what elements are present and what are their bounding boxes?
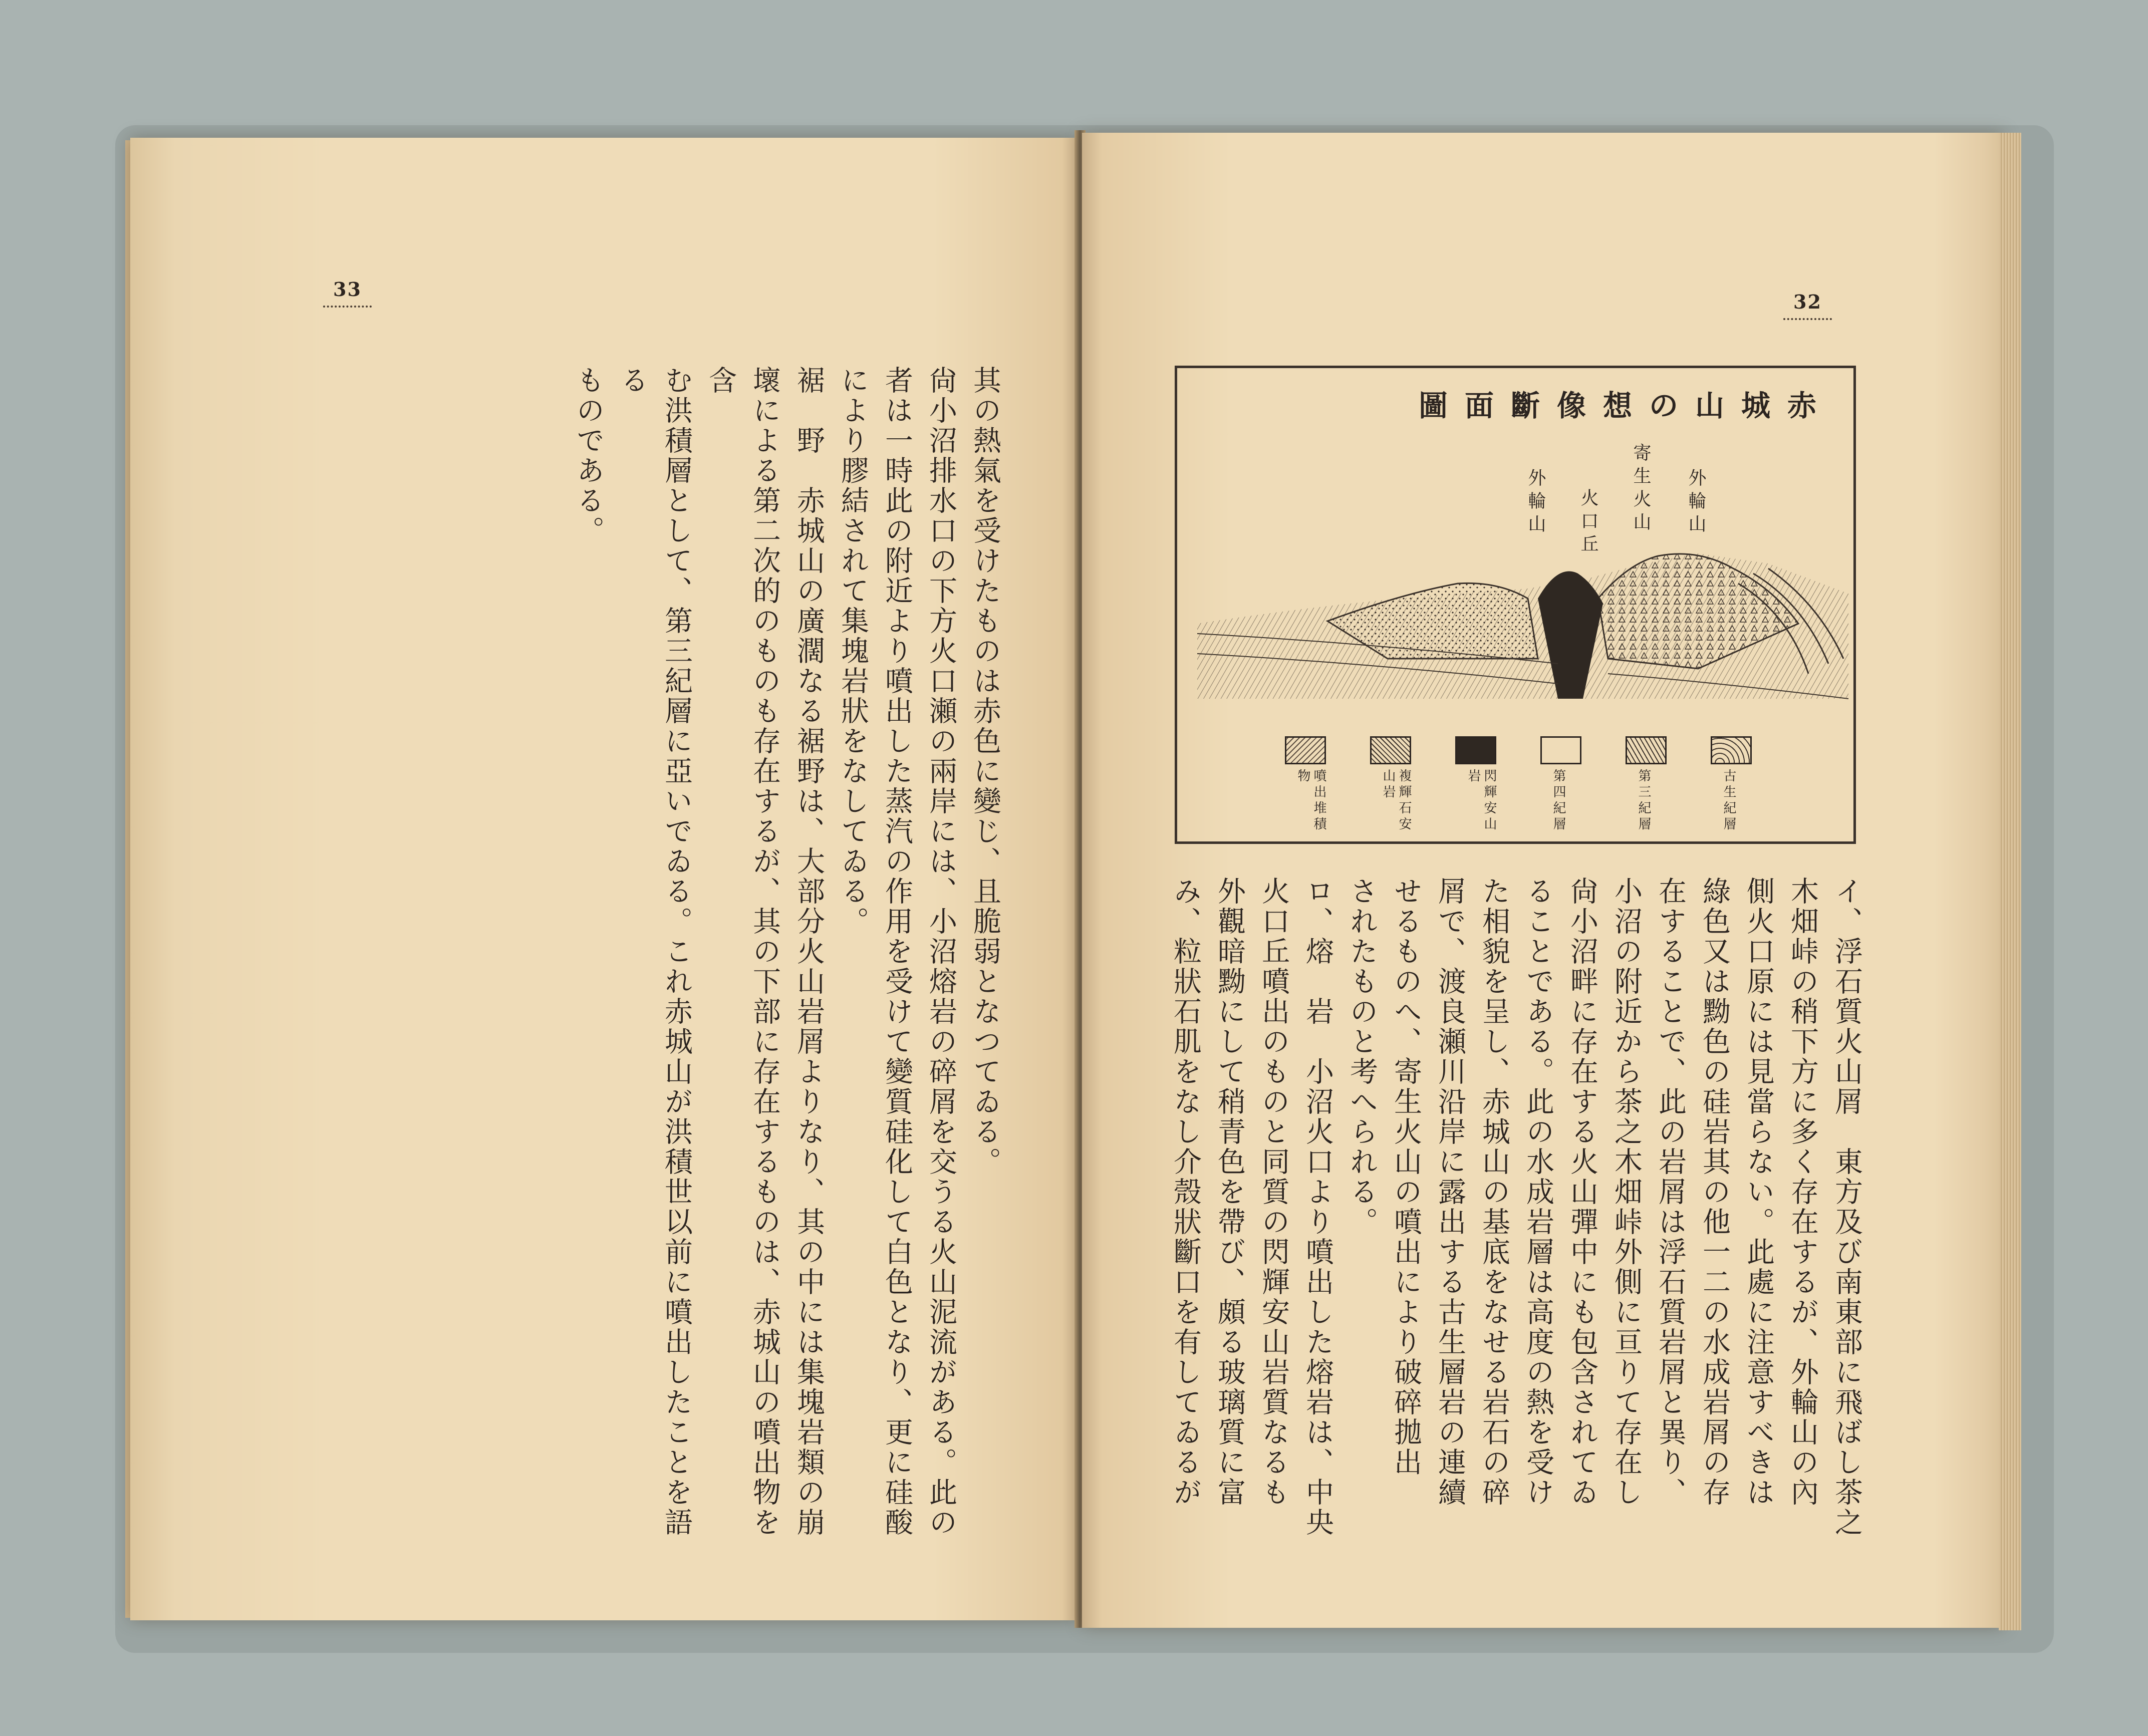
text-column: 木畑峠の稍下方に多く存在するが、外輪山の內 xyxy=(1786,877,1819,1508)
text-column: イ、浮石質火山屑 東方及び南東部に飛ばし茶之 xyxy=(1830,877,1863,1538)
text-column: ロ、熔 岩 小沼火口より噴出した熔岩は、中央 xyxy=(1301,877,1334,1538)
label-parasitic-volcano: 寄生火山 xyxy=(1631,443,1651,535)
text-column: 在することで、此の岩屑は浮石質岩屑と異り、 xyxy=(1654,877,1687,1508)
label-outer-rim-right: 外輪山 xyxy=(1686,468,1706,537)
text-column: 火口丘噴出のものと同質の閃輝安山岩質なるも xyxy=(1257,877,1290,1508)
text-column: 側火口原には見當らない。此處に注意すべきは xyxy=(1742,877,1775,1508)
text-column: 尙小沼排水口の下方火口瀬の兩岸には、小沼熔岩の碎屑を交うる火山泥流がある。此の xyxy=(925,366,957,1538)
cross-section-drawing xyxy=(1177,533,1853,734)
text-column: せるものへ、寄生火山の噴出により破碎拋出 xyxy=(1390,877,1422,1478)
text-column: た相貌を呈し、赤城山の基底をなせる岩石の碎 xyxy=(1478,877,1510,1508)
right-page-edge xyxy=(1999,133,2021,1630)
text-column: 其の熱氣を受けたものは赤色に變じ、且脆弱となつてゐる。 xyxy=(969,366,1001,1177)
left-page-number: 33 xyxy=(333,278,362,301)
legend-swatch xyxy=(1455,736,1496,764)
label-crater-cone: 火口丘 xyxy=(1578,488,1598,557)
text-column: 者は一時此の附近より噴出した蒸汽の作用を受けて變質硅化して白色となり、更に硅酸 xyxy=(881,366,913,1538)
legend-label: 閃輝安山岩 xyxy=(1466,769,1497,833)
legend-label: 古生紀層 xyxy=(1721,769,1736,833)
figure-title: 赤城山の想像斷面圖 xyxy=(1418,389,1833,423)
text-column: 綠色又は黝色の硅岩其の他一二の水成岩屑の存 xyxy=(1698,877,1731,1508)
legend-swatch xyxy=(1711,736,1752,764)
legend-label: 第三紀層 xyxy=(1636,769,1651,833)
right-page-body xyxy=(1157,877,1868,1543)
text-column: 屑で、渡良瀬川沿岸に露出する古生層岩の連續 xyxy=(1434,877,1466,1508)
legend-label: 複輝石安山岩 xyxy=(1381,769,1412,833)
legend-swatch xyxy=(1626,736,1667,764)
text-column: 外觀暗黝にして稍青色を帶び、頗る玻璃質に富 xyxy=(1213,877,1246,1508)
legend-swatch xyxy=(1370,736,1411,764)
text-column: ものである。 xyxy=(572,366,605,546)
text-column: 尙小沼畔に存在する火山彈中にも包含されてゐ xyxy=(1566,877,1598,1508)
text-column: ることである。此の水成岩層は高度の熱を受け xyxy=(1522,877,1554,1508)
text-column: む洪積層として、第三紀層に亞いでゐる。これ赤城山が洪積世以前に噴出したことを語る xyxy=(616,366,693,1538)
legend-swatch xyxy=(1285,736,1326,764)
right-page-number: 32 xyxy=(1793,291,1822,313)
label-outer-rim-left: 外輪山 xyxy=(1525,468,1546,537)
text-column: 壞による第二次的のものも存在するが、其の下部に存在するものは、赤城山の噴出物を含 xyxy=(704,366,781,1538)
text-column: 裾 野 赤城山の廣濶なる裾野は、大部分火山岩屑よりなり、其の中には集塊岩類の崩 xyxy=(792,366,825,1538)
legend-swatch xyxy=(1540,736,1581,764)
text-column: み、粒狀石肌をなし介殼狀斷口を有してゐるが xyxy=(1169,877,1202,1508)
left-page-body xyxy=(572,366,1007,1543)
text-column: 小沼の附近から茶之木畑峠外側に亘りて存在し xyxy=(1610,877,1643,1508)
text-column: により膠結されて集塊岩狀をなしてゐる。 xyxy=(837,366,869,937)
text-column: されたものと考へられる。 xyxy=(1346,877,1378,1237)
legend-label: 第四紀層 xyxy=(1551,769,1566,833)
cross-section-figure xyxy=(1175,366,1856,844)
legend-label: 噴出堆積物 xyxy=(1295,769,1326,833)
